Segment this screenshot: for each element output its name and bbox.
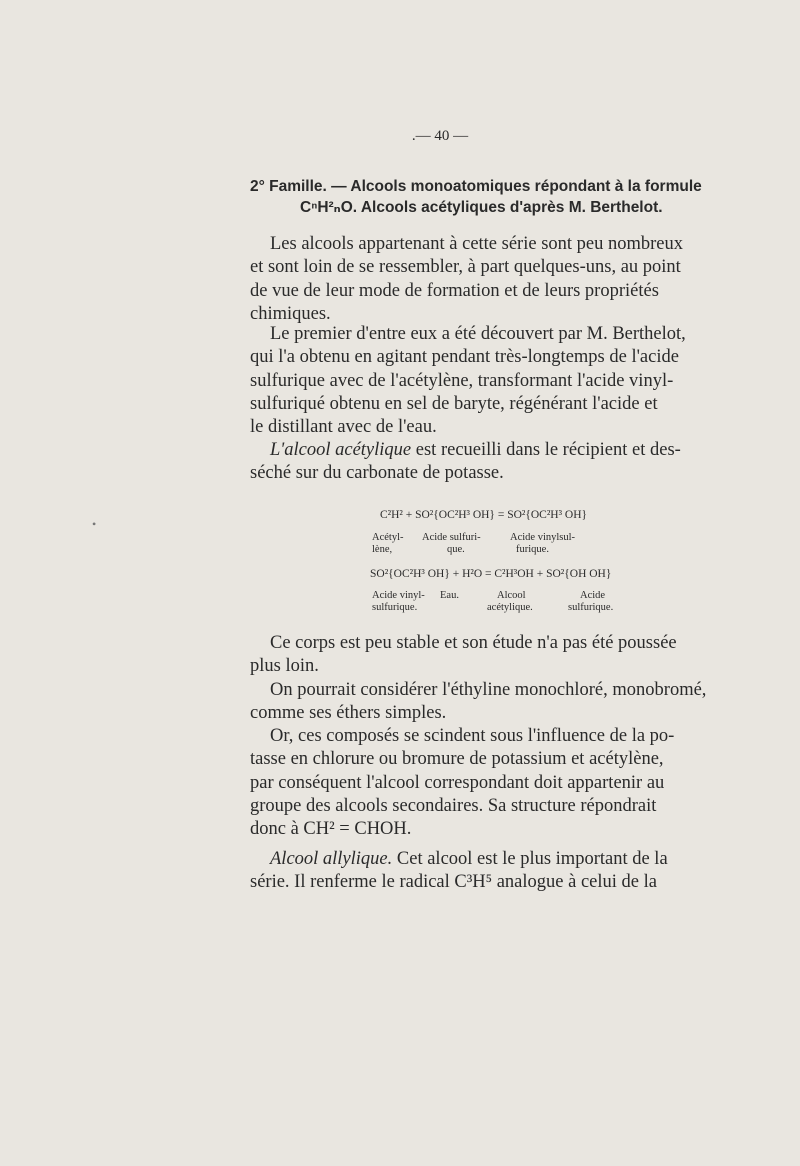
heading-line-2: CⁿH²ₙO. Alcools acétyliques d'après M. Berthelot. [300, 199, 663, 216]
paragraph-2 [250, 323, 712, 439]
text-line: sulfuriqué obtenu en sel de baryte, régénérant l'acide et [250, 393, 658, 414]
paragraph-1 [250, 233, 712, 326]
label-line: acétylique. [487, 602, 533, 613]
text-line: chimiques. [250, 303, 331, 324]
paragraph-4 [250, 632, 712, 679]
text-line: séché sur du carbonate de potasse. [250, 463, 504, 484]
text-line: série. Il renferme le radical C³H⁵ analogue à celui de la [250, 872, 657, 893]
text-line: Ce corps est peu stable et son étude n'a pas été poussée [270, 633, 677, 653]
text-line: plus loin. [250, 656, 319, 677]
label-line: Acide [580, 590, 606, 601]
label-line: que. [447, 544, 465, 555]
text-line: comme ses éthers simples. [250, 703, 447, 724]
label-line: lène, [372, 544, 393, 555]
label-line: Acide vinylsul- [510, 532, 576, 543]
italic-term: L'alcool acétylique [270, 440, 412, 460]
label-line: sulfurique. [372, 602, 418, 613]
label-line: Acide sulfuri- [422, 532, 481, 543]
equation-1-label [510, 532, 575, 556]
label-line: Acide vinyl- [372, 590, 425, 601]
equation-2-label [487, 590, 533, 614]
equation-2-label [372, 590, 425, 614]
text-line: Les alcools appartenant à cette série sont peu nombreux [270, 234, 684, 254]
label-line: furique. [516, 544, 549, 555]
text-line: de vue de leur mode de formation et de leurs propriétés [250, 280, 659, 301]
heading-line-1: 2° Famille. — Alcools monoatomiques répondant à la formule [250, 178, 702, 195]
text-line: On pourrait considérer l'éthyline monochloré, monobromé, [270, 680, 707, 700]
equation-1-label [372, 532, 404, 556]
text-line: groupe des alcools secondaires. Sa structure répondrait [250, 795, 657, 816]
equation-1: C²H² + SO²{OC²H³ OH} = SO²{OC²H³ OH} [380, 509, 588, 521]
text-line: Le premier d'entre eux a été découvert par M. Berthelot, [270, 324, 686, 344]
page-number: .— 40 — [411, 128, 469, 144]
margin-mark: • [92, 517, 97, 531]
text-line: tasse en chlorure ou bromure de potassium et acétylène, [250, 749, 664, 770]
equation-2-label: Eau. [440, 590, 459, 601]
text-line: par conséquent l'alcool correspondant doit appartenir au [250, 772, 665, 793]
text-line: et sont loin de se ressembler, à part quelques-uns, au point [250, 257, 681, 278]
text-line: sulfurique avec de l'acétylène, transformant l'acide vinyl- [250, 370, 674, 391]
text-line [250, 439, 712, 462]
paragraph-6 [250, 725, 712, 841]
text-line: le distillant avec de l'eau. [250, 417, 437, 438]
text-line: Or, ces composés se scindent sous l'influence de la po- [270, 726, 675, 746]
label-line: Acétyl- [372, 532, 404, 543]
text-line: qui l'a obtenu en agitant pendant très-longtemps de l'acide [250, 347, 679, 368]
italic-term: Alcool allylique. [270, 849, 393, 869]
section-heading [250, 176, 720, 218]
text-line [250, 848, 712, 871]
equation-2: SO²{OC²H³ OH} + H²O = C²H³OH + SO²{OH OH} [370, 568, 612, 580]
label-line: sulfurique. [568, 602, 614, 613]
text-run: Cet alcool est le plus important de la [392, 849, 668, 869]
text-run: est recueilli dans le récipient et des- [411, 440, 681, 460]
equation-2-label [568, 590, 613, 614]
paragraph-3 [250, 439, 712, 486]
label-line: Alcool [497, 590, 526, 601]
paragraph-7 [250, 848, 712, 895]
text-line: donc à CH² = CHOH. [250, 819, 412, 840]
paragraph-5 [250, 679, 712, 726]
equation-1-label [422, 532, 481, 556]
